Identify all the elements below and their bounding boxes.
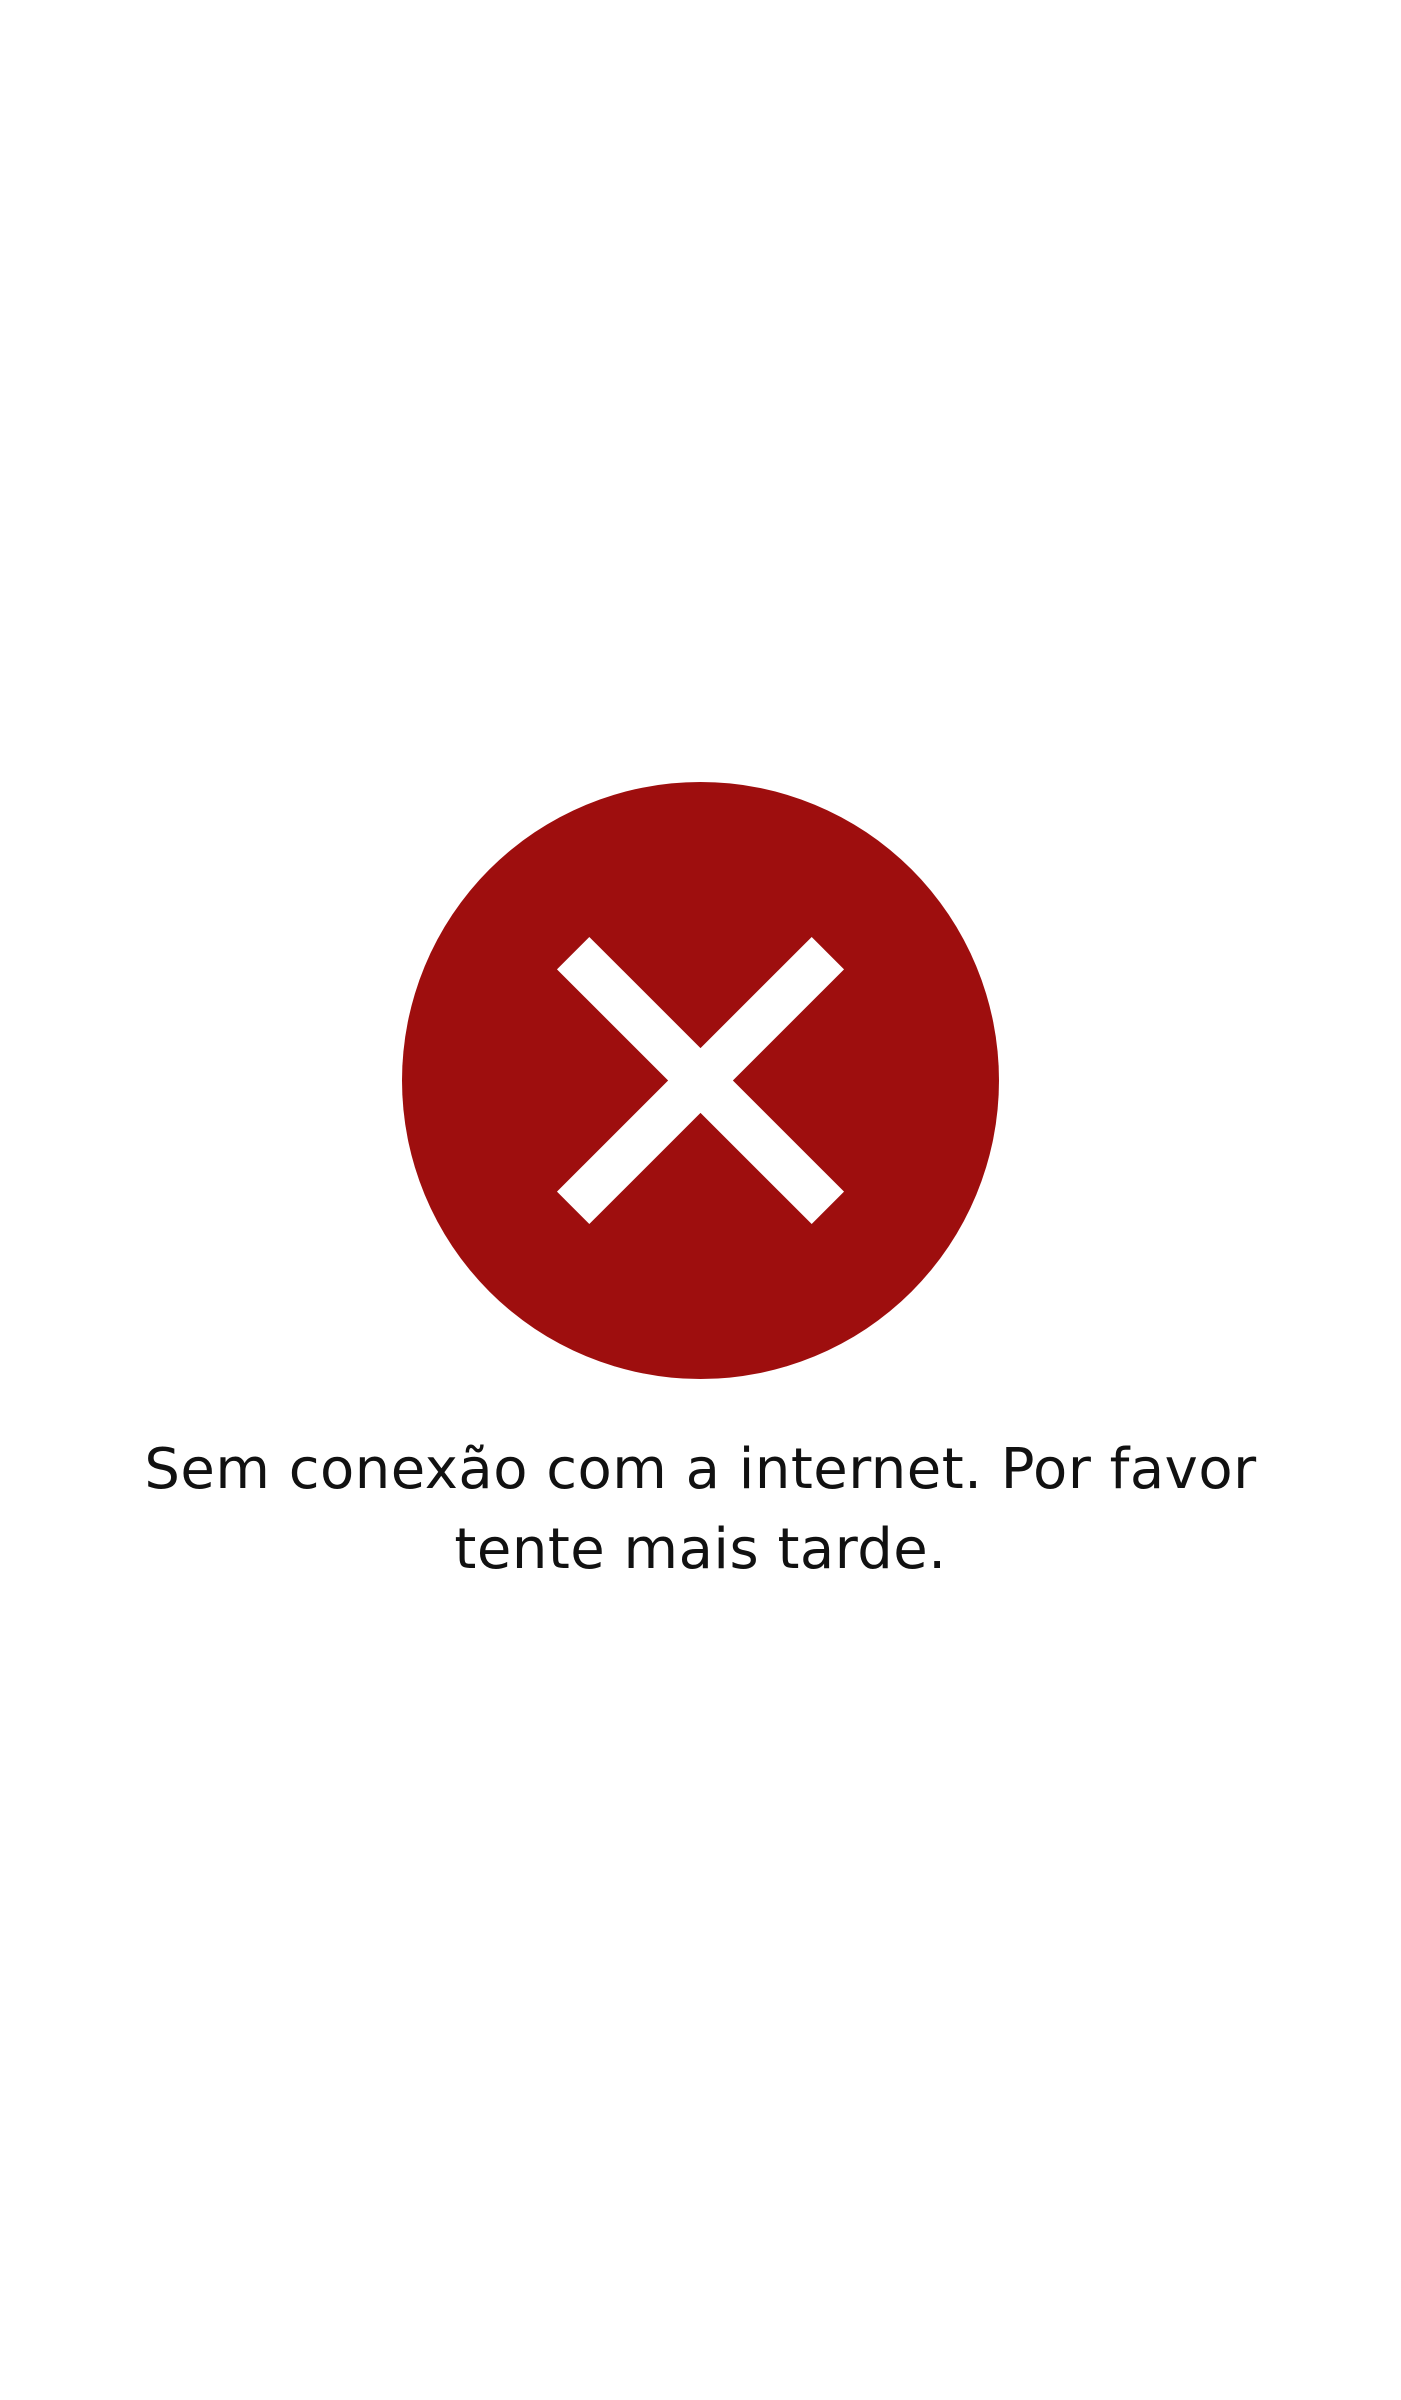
error-message: Sem conexão com a internet. Por favor tente mais tarde. xyxy=(144,1437,1257,1582)
error-close-icon xyxy=(402,782,999,1379)
